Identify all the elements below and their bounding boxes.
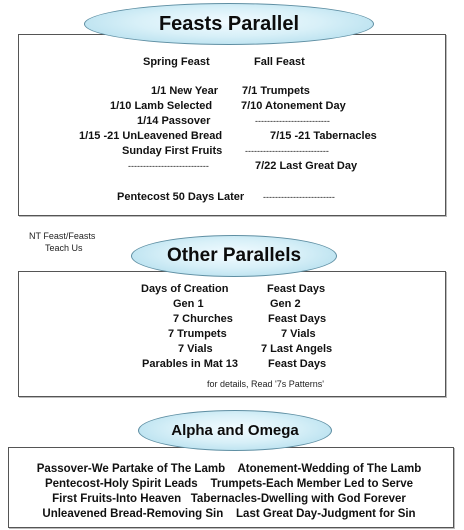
parallel-left-days-of-creation: Days of Creation xyxy=(141,283,229,295)
parallel-left-gen-1: Gen 1 xyxy=(173,298,204,310)
parallel-left-7-trumpets: 7 Trumpets xyxy=(168,328,227,340)
side-note-line-2: Teach Us xyxy=(45,243,83,253)
side-note-line-1: NT Feast/Feasts xyxy=(29,231,96,241)
spring-row-unleavened-bread: 1/15 -21 UnLeavened Bread xyxy=(79,130,223,142)
spring-row-new-year: 1/1 New Year xyxy=(151,85,219,97)
fall-row-atonement-day: 7/10 Atonement Day xyxy=(241,100,346,112)
fall-row-last-great-day: 7/22 Last Great Day xyxy=(255,160,358,172)
parallel-left-7-vials: 7 Vials xyxy=(178,343,213,355)
fall-row-first-fruits-blank: ---------------------------- xyxy=(245,146,329,156)
parallel-left-7-churches: 7 Churches xyxy=(173,313,233,325)
feasts-parallel-title-oval xyxy=(84,3,374,45)
spring-row-last-great-day-blank: --------------------------- xyxy=(128,161,209,171)
feasts-parallel-title: Feasts Parallel xyxy=(158,12,300,35)
seven-patterns-note: for details, Read '7s Patterns' xyxy=(207,379,324,389)
fall-row-passover-blank: ------------------------- xyxy=(255,116,330,126)
alpha-omega-title: Alpha and Omega xyxy=(171,422,299,439)
alpha-omega-line-4: Unleavened Bread-Removing Sin Last Great Day-Judgment for Sin xyxy=(42,508,416,520)
parallel-right-7-last-angels: 7 Last Angels xyxy=(261,343,333,355)
pentecost-fall-blank: ------------------------ xyxy=(263,192,335,202)
other-parallels-title-oval xyxy=(131,235,337,277)
alpha-omega-line-3: First Fruits-Into Heaven Tabernacles-Dwelling with God Forever xyxy=(52,493,406,505)
parallel-right-feast-days-1: Feast Days xyxy=(267,283,326,295)
fall-feast-header: Fall Feast xyxy=(254,56,305,68)
spring-row-lamb-selected: 1/10 Lamb Selected xyxy=(110,100,213,112)
parallel-right-gen-2: Gen 2 xyxy=(270,298,301,310)
parallel-right-7-vials: 7 Vials xyxy=(281,328,316,340)
fall-row-trumpets: 7/1 Trumpets xyxy=(242,85,310,97)
alpha-omega-line-2: Pentecost-Holy Spirit Leads Trumpets-Each Member Led to Serve xyxy=(44,478,414,490)
spring-row-first-fruits: Sunday First Fruits xyxy=(122,145,223,157)
parallel-right-feast-days-2: Feast Days xyxy=(268,313,327,325)
spring-row-passover: 1/14 Passover xyxy=(137,115,211,127)
alpha-omega-title-oval xyxy=(138,410,332,451)
other-parallels-title: Other Parallels xyxy=(166,245,302,266)
parallel-right-feast-days-3: Feast Days xyxy=(268,358,327,370)
parallel-left-parables: Parables in Mat 13 xyxy=(142,358,238,370)
alpha-omega-line-1: Passover-We Partake of The Lamb Atonement-Wedding of The Lamb xyxy=(36,463,422,475)
feasts-parallel-panel xyxy=(18,34,446,216)
fall-row-tabernacles: 7/15 -21 Tabernacles xyxy=(270,130,377,142)
spring-feast-header: Spring Feast xyxy=(143,56,210,68)
pentecost-label: Pentecost 50 Days Later xyxy=(117,191,245,203)
